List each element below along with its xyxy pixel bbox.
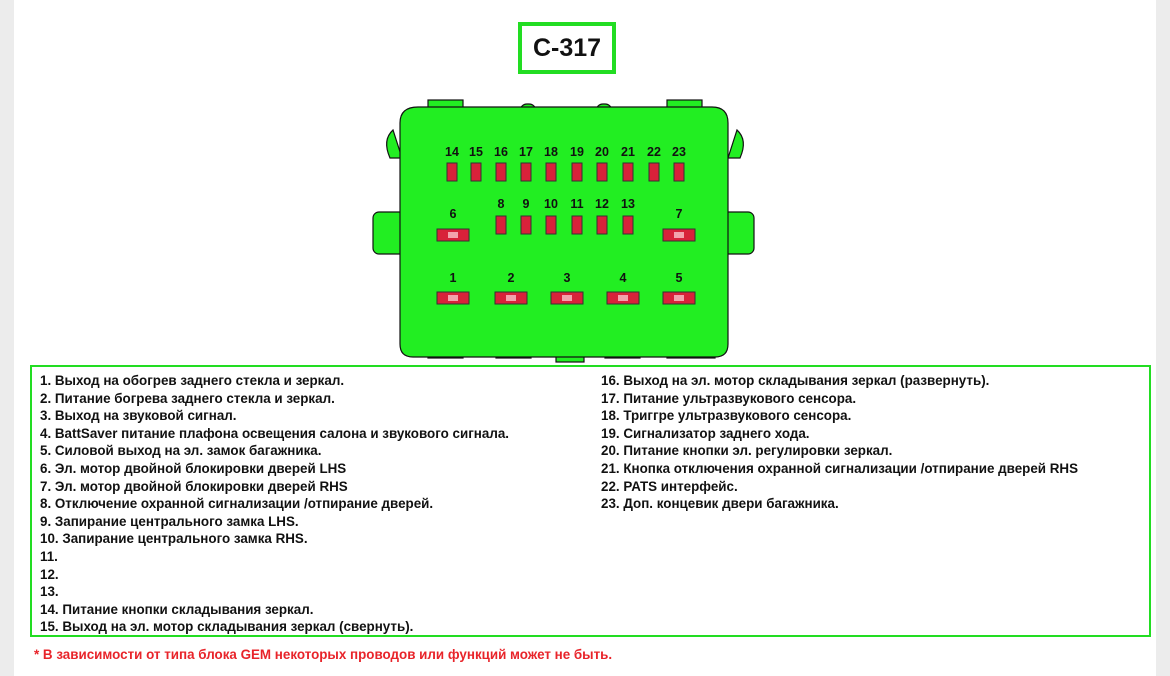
pin-slot-3	[562, 295, 572, 301]
pin-label-23: 23	[672, 145, 686, 159]
legend-item: 3. Выход на звуковой сигнал.	[40, 408, 237, 424]
legend-item: 5. Силовой выход на эл. замок багажника.	[40, 443, 322, 459]
pin-22	[649, 163, 659, 181]
pin-12	[597, 216, 607, 234]
pin-slot-2	[506, 295, 516, 301]
pin-label-15: 15	[469, 145, 483, 159]
legend-item: 7. Эл. мотор двойной блокировки дверей RHS	[40, 478, 348, 494]
legend-item: 13.	[40, 584, 59, 600]
pin-21	[623, 163, 633, 181]
pin-19	[572, 163, 582, 181]
legend-item: 17. Питание ультразвукового сенсора.	[601, 390, 857, 406]
legend-item: 15. Выход на эл. мотор складывания зеркал (свернуть).	[40, 619, 414, 635]
legend-item: 2. Питание богрева заднего стекла и зеркал.	[40, 390, 335, 406]
pin-slot-7	[674, 232, 684, 238]
pin-17	[521, 163, 531, 181]
legend-item: 22. PATS интерфейс.	[601, 478, 738, 494]
pin-label-17: 17	[519, 145, 533, 159]
pin-label-22: 22	[647, 145, 661, 159]
legend-column-left	[40, 372, 509, 636]
legend-item: 20. Питание кнопки эл. регулировки зеркал.	[601, 443, 893, 459]
legend-item: 12.	[40, 566, 59, 582]
pin-label-18: 18	[544, 145, 558, 159]
legend-item: 16. Выход на эл. мотор складывания зеркал (развернуть).	[601, 373, 990, 388]
pin-label-1: 1	[449, 271, 457, 285]
pin-label-7: 7	[675, 207, 683, 221]
pin-legend	[30, 365, 1151, 637]
pin-16	[496, 163, 506, 181]
pin-23	[674, 163, 684, 181]
pin-label-20: 20	[595, 145, 609, 159]
legend-item: 23. Доп. концевик двери багажника.	[601, 496, 839, 512]
pin-11	[572, 216, 582, 234]
pin-label-11: 11	[570, 197, 584, 211]
pin-label-8: 8	[497, 197, 505, 211]
legend-item: 14. Питание кнопки складывания зеркал.	[40, 601, 314, 617]
pin-13	[623, 216, 633, 234]
pin-label-3: 3	[563, 271, 571, 285]
legend-item: 1. Выход на обогрев заднего стекла и зеркал.	[40, 373, 345, 388]
pin-slot-6	[448, 232, 458, 238]
pin-slot-4	[618, 295, 628, 301]
connector-body	[373, 100, 754, 362]
pin-10	[546, 216, 556, 234]
pin-label-4: 4	[619, 271, 627, 285]
pin-slot-5	[674, 295, 684, 301]
pin-20	[597, 163, 607, 181]
legend-item: 11.	[40, 548, 58, 564]
pin-label-2: 2	[507, 271, 515, 285]
legend-column-right	[601, 372, 1078, 513]
legend-item: 6. Эл. мотор двойной блокировки дверей LHS	[40, 460, 347, 476]
legend-item: 8. Отключение охранной сигнализации /отпирание дверей.	[40, 496, 434, 512]
pin-label-14: 14	[445, 145, 459, 159]
legend-item: 4. BattSaver питание плафона освещения салона и звукового сигнала.	[40, 425, 509, 441]
pin-14	[447, 163, 457, 181]
pin-label-6: 6	[449, 207, 457, 221]
pin-label-13: 13	[621, 197, 635, 211]
pin-label-10: 10	[544, 197, 558, 211]
footnote: * В зависимости от типа блока GEM некоторых проводов или функций может не быть.	[34, 647, 613, 662]
pin-18	[546, 163, 556, 181]
pin-15	[471, 163, 481, 181]
pin-label-16: 16	[494, 145, 508, 159]
pin-label-9: 9	[522, 197, 530, 211]
pin-label-12: 12	[595, 197, 609, 211]
pin-label-21: 21	[621, 145, 635, 159]
legend-item: 19. Сигнализатор заднего хода.	[601, 425, 810, 441]
pin-8	[496, 216, 506, 234]
legend-item: 10. Запирание центрального замка RHS.	[40, 531, 308, 547]
connector-title: C-317	[518, 22, 616, 74]
pin-label-5: 5	[675, 271, 683, 285]
pin-slot-1	[448, 295, 458, 301]
legend-item: 18. Триггре ультразвукового сенсора.	[601, 408, 852, 424]
pin-label-19: 19	[570, 145, 584, 159]
pin-9	[521, 216, 531, 234]
legend-item: 21. Кнопка отключения охранной сигнализации /отпирание дверей RHS	[601, 460, 1079, 476]
corner-lobe-right	[728, 130, 743, 158]
legend-item: 9. Запирание центрального замка LHS.	[40, 513, 299, 529]
